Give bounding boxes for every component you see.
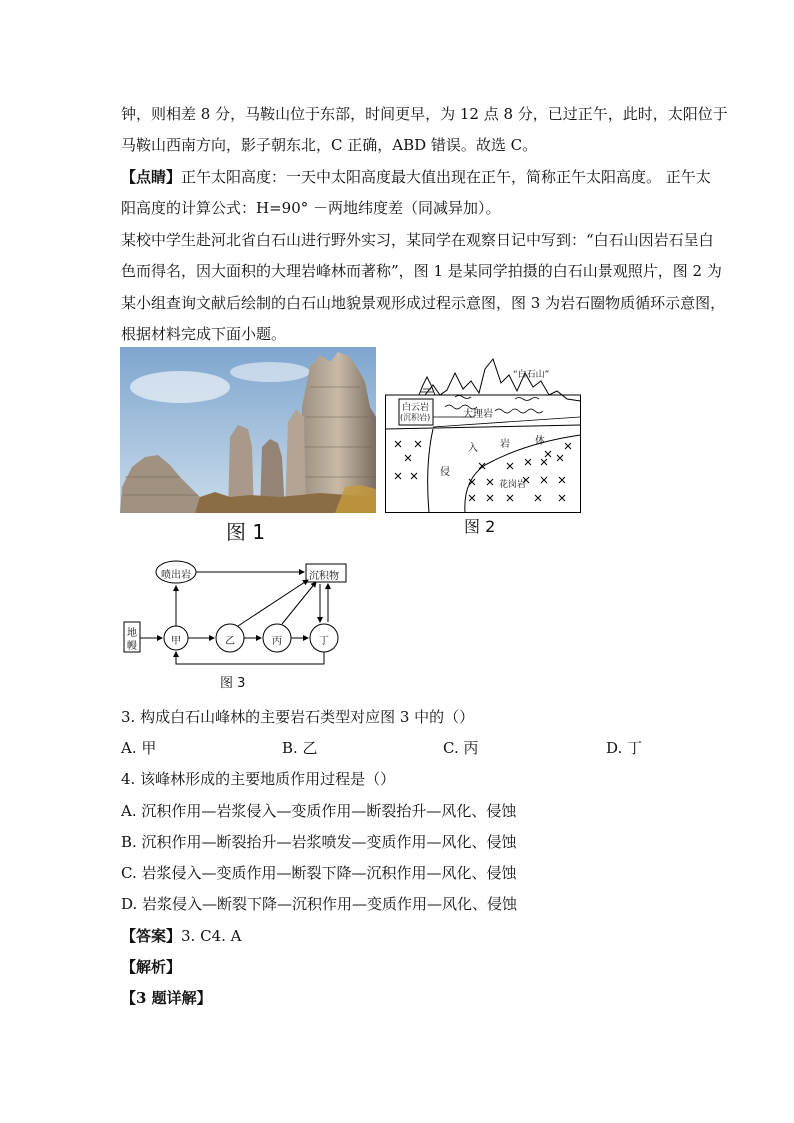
label-volcanic: 喷出岩 xyxy=(161,570,191,581)
tip-line xyxy=(121,166,711,187)
analysis-label: 【解析】 xyxy=(121,958,182,976)
label-intrusion-yan: 岩 xyxy=(500,439,510,450)
text-line: 某小组查询文献后绘制的白石山地貌景观形成过程示意图，图 3 为岩石圈物质循环示意图， xyxy=(121,294,726,312)
tip-label: 【点睛】 xyxy=(121,168,182,186)
text-line: 根据材料完成下面小题。 xyxy=(121,325,287,343)
answer-line xyxy=(121,925,241,946)
text-line: 某校中学生赴河北省白石山进行野外实习，某同学在观察日记中写到：“白石山因岩石呈白 xyxy=(121,231,714,249)
label-jia: 甲 xyxy=(171,636,181,647)
label-mantle-2: 幔 xyxy=(127,641,137,652)
x-marks xyxy=(395,441,571,501)
label-mantle: 地 xyxy=(127,628,137,639)
text-line: 钟，则相差 8 分，马鞍山位于东部，时间更早，为 12 点 8 分，已过正午，此时，太阳位于 xyxy=(121,105,728,123)
figure-3-rock-cycle xyxy=(120,556,352,668)
question-4-option-a: A. 沉积作用—岩浆侵入—变质作用—断裂抬升—风化、侵蚀 xyxy=(121,802,517,820)
label-intrusion-ru: 入 xyxy=(468,443,478,454)
text-line: 色而得名，因大面积的大理岩峰林而著称”，图 1 是某同学拍摄的白石山景观照片，图 2 为 xyxy=(121,262,722,280)
label-ding: 丁 xyxy=(319,636,329,647)
label-peak: “白石山” xyxy=(513,370,550,380)
question-3-option-a: A. 甲 xyxy=(121,739,157,757)
text-line: 马鞍山西南方向，影子朝东北，C 正确，ABD 错误。故选 C。 xyxy=(121,136,538,154)
figure-2-caption: 图 2 xyxy=(464,517,496,536)
text-line: 阳高度的计算公式：H=90° －两地纬度差（同减异加）。 xyxy=(121,199,501,217)
label-intrusion-ti: 体 xyxy=(535,436,545,447)
question-3-option-d: D. 丁 xyxy=(606,739,643,757)
label-granite: 花岗岩 xyxy=(499,480,527,490)
tip-text: 正午太阳高度：一天中太阳高度最大值出现在正午，简称正午太阳高度。 正午太 xyxy=(181,168,711,186)
question-4-option-c: C. 岩浆侵入—变质作用—断裂下降—沉积作用—风化、侵蚀 xyxy=(121,864,517,882)
label-intrusion-qin: 侵 xyxy=(440,467,450,478)
figure-1-photo xyxy=(120,347,376,513)
figure-3-caption: 图 3 xyxy=(220,676,246,691)
label-marble: 大理岩 xyxy=(463,409,493,420)
figure-1-caption: 图 1 xyxy=(226,520,266,544)
label-yi: 乙 xyxy=(225,636,235,647)
question-4-stem: 4. 该峰林形成的主要地质作用过程是（） xyxy=(121,770,396,788)
detail-label: 【3 题详解】 xyxy=(121,989,212,1007)
question-3-stem: 3. 构成白石山峰林的主要岩石类型对应图 3 中的（） xyxy=(121,708,475,726)
answer-value: 3. C4. A xyxy=(181,927,242,945)
label-dolomite: 白云岩 xyxy=(402,403,430,413)
question-3-option-c: C. 丙 xyxy=(443,739,479,757)
label-sedimentary: (沉积岩) xyxy=(400,413,431,422)
label-sediment: 沉积物 xyxy=(309,571,339,582)
label-bing: 丙 xyxy=(272,636,282,647)
question-4-option-b: B. 沉积作用—断裂抬升—岩浆喷发—变质作用—风化、侵蚀 xyxy=(121,833,517,851)
answer-label: 【答案】 xyxy=(121,927,182,945)
figure-2-diagram xyxy=(385,355,581,513)
question-4-option-d: D. 岩浆侵入—断裂下降—沉积作用—变质作用—风化、侵蚀 xyxy=(121,895,518,913)
question-3-option-b: B. 乙 xyxy=(282,739,318,757)
